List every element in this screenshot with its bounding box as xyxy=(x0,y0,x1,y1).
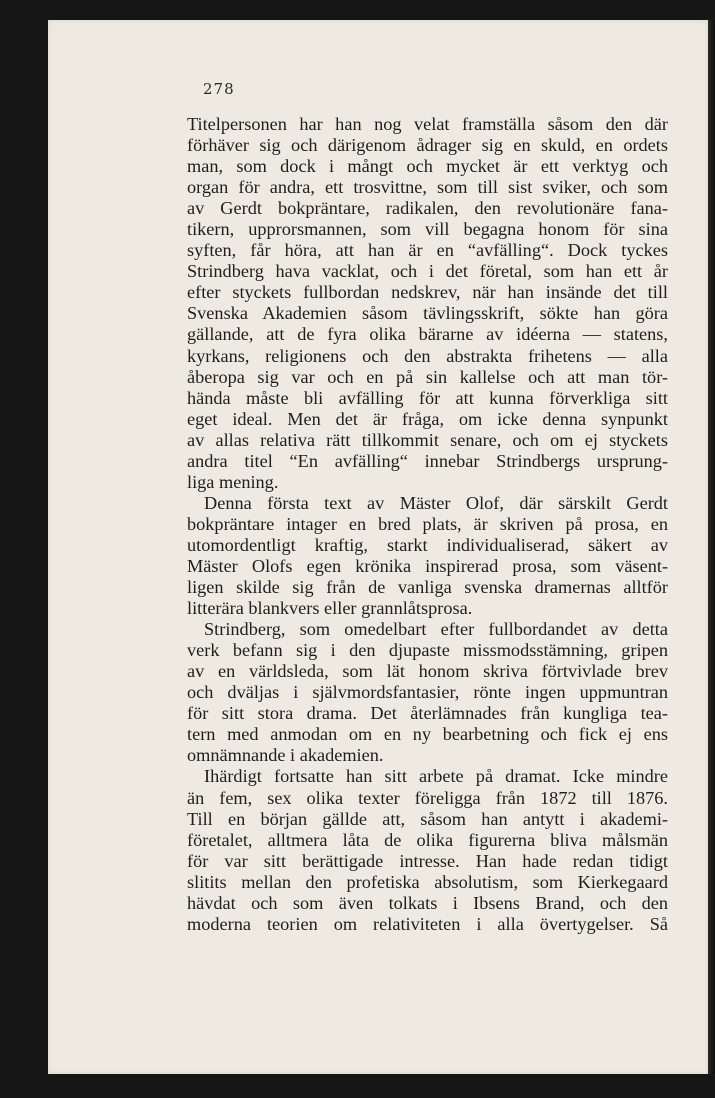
text-line: organ för andra, ett trosvittne, som till sist sviker, och som xyxy=(187,177,668,198)
text-line: för sitt stora drama. Det återlämnades från kungliga tea- xyxy=(187,703,668,724)
text-line: syften, får höra, att han är en “avfälling“. Dock tyckes xyxy=(187,240,668,261)
text-line: av allas relativa rätt tillkommit senare, och om ej styckets xyxy=(187,429,668,450)
text-line: Svenska Akademien såsom tävlingsskrift, sökte han göra xyxy=(187,303,668,324)
text-line: tern med anmodan om en ny bearbetning och fick ej ens xyxy=(187,724,668,745)
text-line: Titelpersonen har han nog velat framställa såsom den där xyxy=(187,114,668,134)
text-line: Denna första text av Mäster Olof, där särskilt Gerdt xyxy=(204,492,668,513)
text-line: verk befann sig i den djupaste missmodsstämning, gripen xyxy=(187,640,668,661)
text-line: utomordentligt kraftig, starkt individualiserad, säkert av xyxy=(187,534,668,555)
text-line: kyrkans, religionens och den abstrakta frihetens — alla xyxy=(187,345,668,366)
text-line: omnämnande i akademien. xyxy=(187,745,384,766)
text-line: andra titel “En avfälling“ innebar Strindbergs ursprung- xyxy=(187,450,668,471)
text-line: Strindberg hava vacklat, och i det företal, som han ett år xyxy=(187,261,668,282)
text-line: åberopa sig var och en på sin kallelse och att man tör- xyxy=(187,366,668,387)
text-line: Ihärdigt fortsatte han sitt arbete på dramat. Icke mindre xyxy=(204,766,668,787)
text-line: Mäster Olofs egen krönika inspirerad prosa, som väsent- xyxy=(187,555,668,576)
page-number: 278 xyxy=(203,80,235,98)
text-line: förhäver sig och därigenom ådrager sig en skuld, en ordets xyxy=(187,135,668,156)
text-line: moderna teorien om relativiteten i alla övertygelser. Så xyxy=(187,913,668,934)
page-edge xyxy=(708,20,715,1074)
text-line: litterära blankvers eller grannlåtsprosa. xyxy=(187,598,473,619)
text-line: av Gerdt bokpräntare, radikalen, den revolutionäre fana- xyxy=(187,198,668,219)
text-line: Till en början gällde att, såsom han antytt i akademi- xyxy=(187,808,668,829)
text-line: ligen skilde sig från de vanliga svenska dramernas alltför xyxy=(187,577,668,598)
text-line: efter styckets fullbordan nedskrev, när han insände det till xyxy=(187,282,668,303)
text-line: tikern, upprorsmannen, som vill begagna honom för sina xyxy=(187,219,668,240)
text-line: man, som dock i mångt och mycket är ett verktyg och xyxy=(187,156,668,177)
body-text xyxy=(187,114,668,935)
text-line: gällande, att de fyra olika bärarne av idéerna — statens, xyxy=(187,324,668,345)
text-line: hävdat och som även tolkats i Ibsens Brand, och den xyxy=(187,892,668,913)
text-line: bokpräntare intager en bred plats, är skriven på prosa, en xyxy=(187,513,668,534)
text-line: för var sitt berättigade intresse. Han hade redan tidigt xyxy=(187,850,668,871)
text-line: Strindberg, som omedelbart efter fullbordandet av detta xyxy=(204,619,668,640)
text-line: än fem, sex olika texter föreligga från 1872 till 1876. xyxy=(187,787,668,808)
text-line: hända måste bli avfälling för att kunna förverkliga sitt xyxy=(187,387,668,408)
text-line: eget ideal. Men det är fråga, om icke denna synpunkt xyxy=(187,408,668,429)
text-line: och dväljas i självmordsfantasier, rönte ingen uppmuntran xyxy=(187,682,668,703)
text-line: företalet, alltmera låta de olika figurerna bliva målsmän xyxy=(187,829,668,850)
text-line: av en världsleda, som lät honom skriva förtvivlade brev xyxy=(187,661,668,682)
text-line: liga mening. xyxy=(187,471,279,492)
text-line: slitits mellan den profetiska absolutism, som Kierkegaard xyxy=(187,871,668,892)
